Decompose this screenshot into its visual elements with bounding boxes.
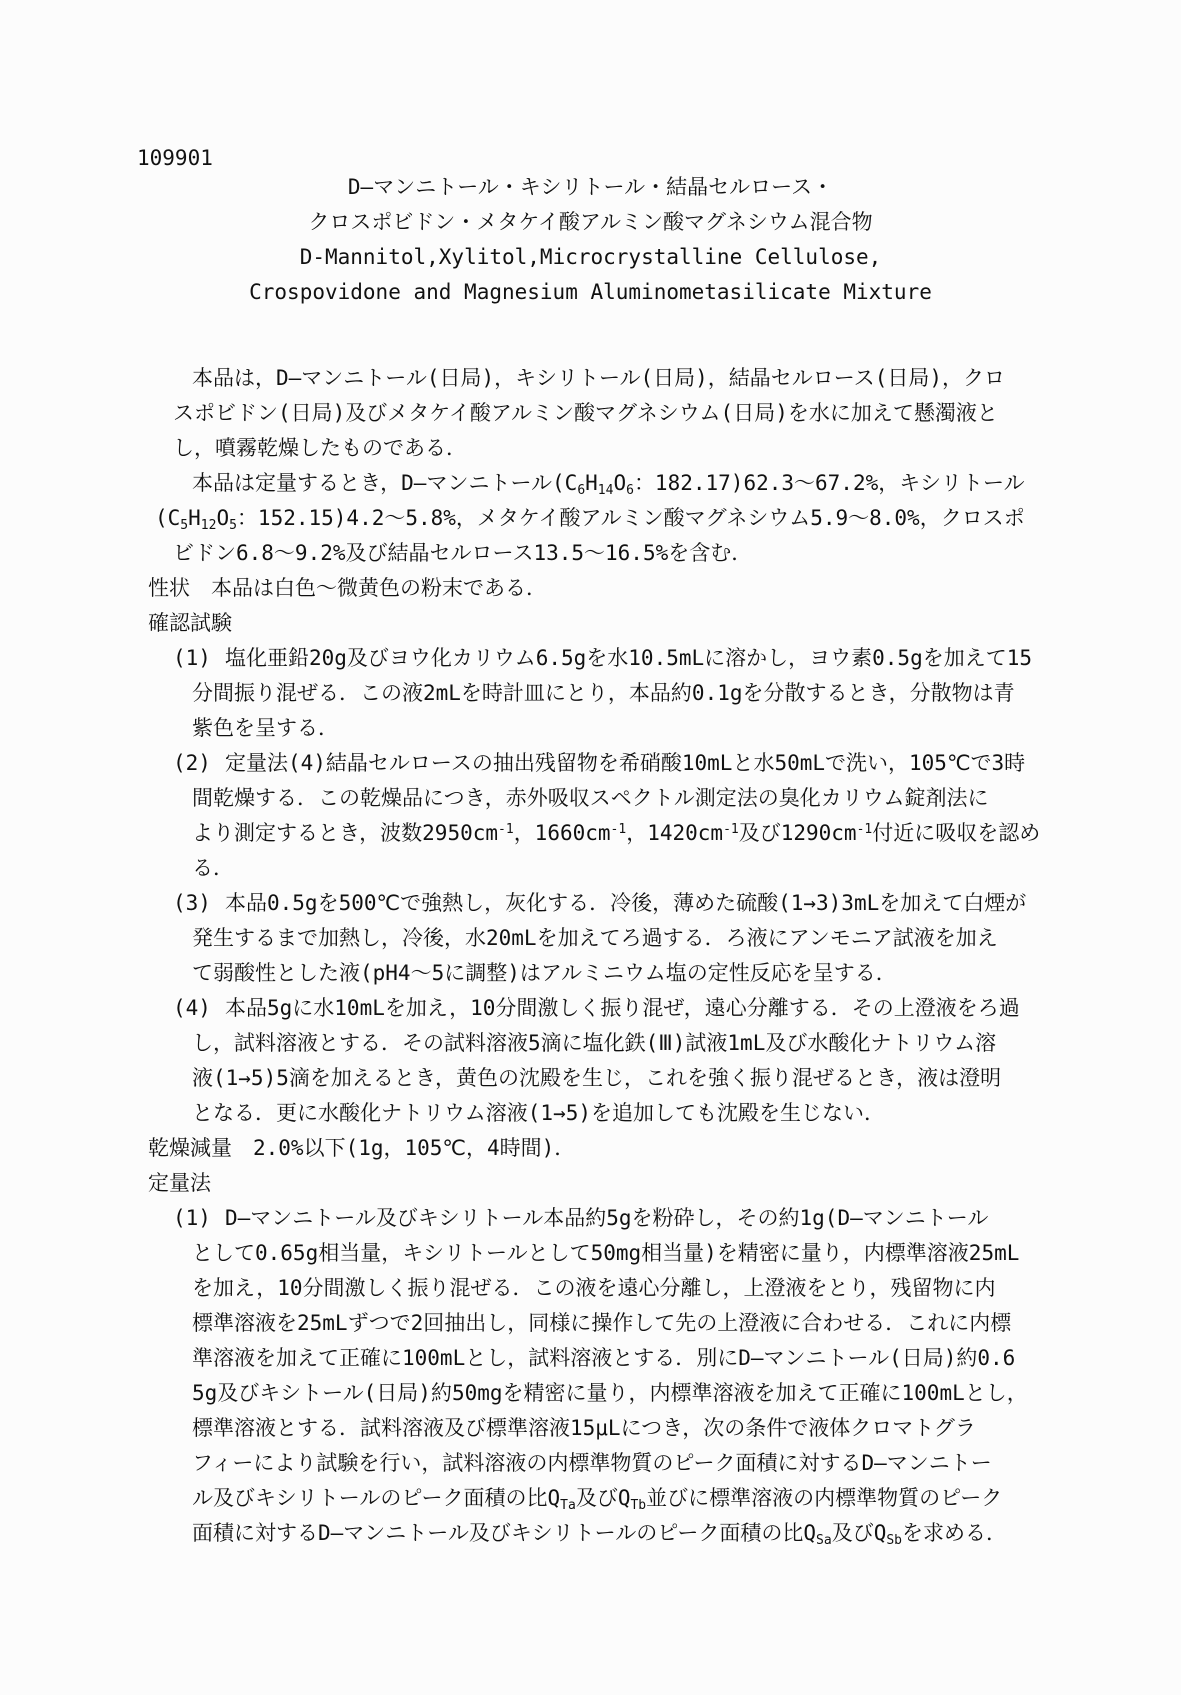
item-number: (3) <box>173 891 211 915</box>
text-line <box>0 921 1181 956</box>
line-text: ビドン6.8〜9.2%及び結晶セルロース13.5〜16.5%を含む． <box>173 541 753 565</box>
text-line <box>0 431 1181 466</box>
line-text: 定量法 <box>148 1171 211 1195</box>
item-number: (1) <box>173 646 211 670</box>
text-line <box>0 1481 1181 1516</box>
line-text: て弱酸性とした液(pH4〜5に調整)はアルミニウム塩の定性反応を呈する． <box>192 961 897 985</box>
title-japanese-line-1: D—マンニトール・キシリトール・結晶セルロース・ <box>347 175 834 199</box>
text-line <box>0 991 1181 1026</box>
text-line <box>0 501 1181 536</box>
line-text: 本品5gに水10mLを加え，10分間激しく振り混ぜ，遠心分離する．その上澄液をろ過 <box>225 996 1020 1020</box>
line-text: より測定するとき，波数$2950cm^{-1}$，$1660cm^{-1}$，$1420cm^{-1}$及び$1290cm^{-1}$付近に吸収を認め <box>192 821 1041 845</box>
line-text: ル及びキシリトールのピーク面積の比$Q_{Ta}$及び$Q_{Tb}$並びに標準溶液の内標準物質のピーク <box>192 1486 1003 1513</box>
text-line <box>0 641 1181 676</box>
line-text: し，試料溶液とする．その試料溶液5滴に塩化鉄(Ⅲ)試液1mL及び水酸化ナトリウム溶 <box>192 1031 997 1055</box>
line-text: 本品は定量するとき，D—マンニトール($C_6H_{14}O_6$：182.17)62.3〜67.2%，キシリトール <box>192 471 1025 498</box>
line-text: 本品は，D—マンニトール(日局)，キシリトール(日局)，結晶セルロース(日局)，クロ <box>192 366 1006 390</box>
text-line <box>0 851 1181 886</box>
text-line <box>0 1166 1181 1201</box>
text-line <box>0 1061 1181 1096</box>
text-line <box>0 746 1181 781</box>
line-text: 間乾燥する．この乾燥品につき，赤外吸収スペクトル測定法の臭化カリウム錠剤法に <box>192 786 989 810</box>
item-number: (2) <box>173 751 211 775</box>
line-text: 確認試験 <box>148 611 232 635</box>
text-line <box>0 1516 1181 1551</box>
text-line <box>0 1026 1181 1061</box>
line-text: となる．更に水酸化ナトリウム溶液(1→5)を追加しても沈殿を生じない． <box>192 1101 886 1125</box>
line-text: 分間振り混ぜる．この液2mLを時計皿にとり，本品約0.1gを分散するとき，分散物は青 <box>192 681 1015 705</box>
line-text: 標準溶液を25mLずつで2回抽出し，同様に操作して先の上澄液に合わせる．これに内標 <box>192 1311 1012 1335</box>
text-line <box>0 1376 1181 1411</box>
line-text: スポビドン(日局)及びメタケイ酸アルミン酸マグネシウム(日局)を水に加えて懸濁液と <box>173 401 998 425</box>
text-line <box>0 1271 1181 1306</box>
line-text: 発生するまで加熱し，冷後，水20mLを加えてろ過する．ろ液にアンモニア試液を加え <box>192 926 998 950</box>
text-line <box>0 711 1181 746</box>
item-number: (1) <box>173 1206 211 1230</box>
text-line <box>0 1341 1181 1376</box>
line-text: 乾燥減量 2.0%以下(1g，105℃，4時間)． <box>148 1136 576 1160</box>
line-text: 本品0.5gを500℃で強熱し，灰化する．冷後，薄めた硫酸(1→3)3mLを加えて白煙が <box>225 891 1027 915</box>
text-line <box>0 1411 1181 1446</box>
line-text: フィーにより試験を行い，試料溶液の内標準物質のピーク面積に対するD—マンニトー <box>192 1451 992 1475</box>
doc-number: 109901 <box>137 146 213 170</box>
line-text: 性状 本品は白色〜微黄色の粉末である． <box>148 576 547 600</box>
line-text: 標準溶液とする．試料溶液及び標準溶液15μLにつき，次の条件で液体クロマトグラ <box>192 1416 976 1440</box>
text-line <box>0 606 1181 641</box>
text-line <box>0 1306 1181 1341</box>
text-line <box>0 1201 1181 1236</box>
line-text: 定量法(4)結晶セルロースの抽出残留物を希硝酸10mLと水50mLで洗い，105℃で3時 <box>225 751 1026 775</box>
title-english-line-1: D-Mannitol,Xylitol,Microcrystalline Cellulose, <box>299 245 882 269</box>
title-block <box>0 170 1181 310</box>
title-japanese-line-2: クロスポビドン・メタケイ酸アルミン酸マグネシウム混合物 <box>308 210 873 234</box>
line-text: し，噴霧乾燥したものである． <box>173 436 467 460</box>
text-line <box>0 1131 1181 1166</box>
text-line <box>0 466 1181 501</box>
document-body <box>0 361 1181 1551</box>
text-line <box>0 1096 1181 1131</box>
text-line <box>0 1236 1181 1271</box>
line-text: を加え，10分間激しく振り混ぜる．この液を遠心分離し，上澄液をとり，残留物に内 <box>192 1276 996 1300</box>
text-line <box>0 956 1181 991</box>
text-line <box>0 816 1181 851</box>
line-text: ($C_5H_{12}O_5$：152.15)4.2〜5.8%，メタケイ酸アルミン酸マグネシウム5.9〜8.0%，クロスポ <box>155 506 1025 533</box>
text-line <box>0 361 1181 396</box>
line-text: 準溶液を加えて正確に100mLとし，試料溶液とする．別にD—マンニトール(日局)約0.6 <box>192 1346 1016 1370</box>
item-number: (4) <box>173 996 211 1020</box>
line-text: D—マンニトール及びキシリトール本品約5gを粉砕し，その約1g(D—マンニトール <box>225 1206 989 1230</box>
text-line <box>0 886 1181 921</box>
text-line <box>0 396 1181 431</box>
line-text: 5g及びキシトール(日局)約50mgを精密に量り，内標準溶液を加えて正確に100mLとし， <box>192 1381 1028 1405</box>
line-text: 塩化亜鉛20g及びヨウ化カリウム6.5gを水10.5mLに溶かし，ヨウ素0.5gを加えて15 <box>225 646 1033 670</box>
text-line <box>0 781 1181 816</box>
line-text: 紫色を呈する． <box>192 716 339 740</box>
text-line <box>0 571 1181 606</box>
line-text: る． <box>192 856 234 880</box>
text-line <box>0 676 1181 711</box>
text-line <box>0 536 1181 571</box>
text-line <box>0 1446 1181 1481</box>
title-english-line-2: Crospovidone and Magnesium Aluminometasilicate Mixture <box>249 280 932 304</box>
line-text: 液(1→5)5滴を加えるとき，黄色の沈殿を生じ，これを強く振り混ぜるとき，液は澄明 <box>192 1066 1002 1090</box>
line-text: 面積に対するD—マンニトール及びキシリトールのピーク面積の比$Q_{Sa}$及び$Q_{Sb}$を求める． <box>192 1521 1008 1548</box>
line-text: として0.65g相当量，キシリトールとして50mg相当量)を精密に量り，内標準溶液25mL <box>192 1241 1020 1265</box>
